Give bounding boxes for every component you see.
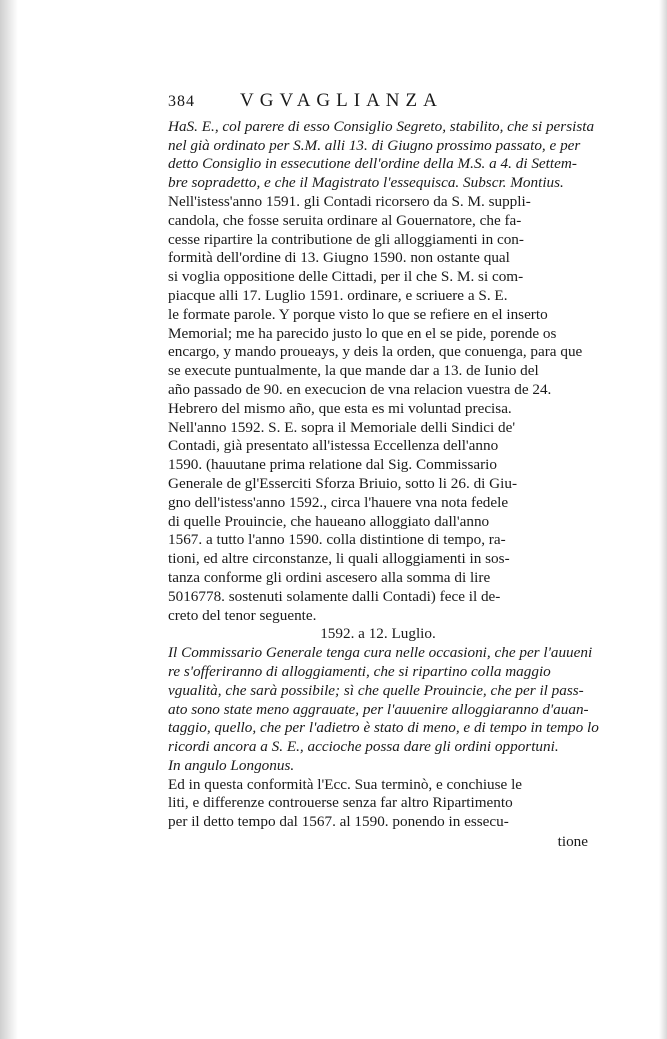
text-line: re s'offeriranno di alloggiamenti, che si ripartino colla maggio <box>168 662 551 680</box>
text-line: le formate parole. Y porque visto lo que se refiere en el inserto <box>168 305 548 323</box>
text-line: Contadi, già presentato all'istessa Eccellenza dell'anno <box>168 437 499 455</box>
text-line: cesse ripartire la contributione de gli alloggiamenti in con- <box>168 230 524 248</box>
text-line: 1567. a tutto l'anno 1590. colla distintione di tempo, ra- <box>168 531 506 549</box>
text-line: creto del tenor seguente. <box>168 606 317 624</box>
text-line: tioni, ed altre circonstanze, li quali alloggiamenti in sos- <box>168 550 510 568</box>
text-line: tanza conforme gli ordini ascesero alla somma di lire <box>168 568 491 586</box>
text-line: detto Consiglio in essecutione dell'ordine della M.S. a 4. di Settem- <box>168 155 577 173</box>
text-line: 1592. a 12. Luglio. <box>320 625 436 643</box>
body-text <box>168 117 599 832</box>
text-line: candola, che fosse seruita ordinare al Gouernatore, che fa- <box>168 211 522 229</box>
running-head <box>168 92 588 112</box>
decree-paragraph <box>168 644 599 776</box>
decree-paragraph <box>168 117 595 193</box>
text-line: gno dell'istess'anno 1592., circa l'hauere vna nota fedele <box>168 493 509 511</box>
text-line: formità dell'ordine di 13. Giugno 1590. non ostante qual <box>168 249 510 267</box>
text-line: si voglia oppositione delle Cittadi, per il che S. M. si com- <box>168 268 524 286</box>
text-line: per il detto tempo dal 1567. al 1590. ponendo in essecu- <box>168 813 509 831</box>
text-line: ricordi ancora a S. E., accioche possa dare gli ordini opportuni. <box>168 738 559 756</box>
text-line: 5016778. sostenuti solamente dalli Contadi) fece il de- <box>168 587 501 605</box>
text-line: bre sopradetto, e che il Magistrato l'essequisca. Subscr. Montius. <box>168 174 564 192</box>
text-line: Il Commissario Generale tenga cura nelle occasioni, che per l'auueni <box>168 644 593 662</box>
text-line: año passado de 90. en execucion de vna relacion vuestra de 24. <box>168 380 552 398</box>
text-line: Generale de gl'Esserciti Sforza Briuio, sotto li 26. di Giu- <box>168 474 518 492</box>
text-line: Nell'anno 1592. S. E. sopra il Memoriale delli Sindici de' <box>168 418 516 436</box>
text-line: Hebrero del mismo año, que esta es mi voluntad precisa. <box>168 399 512 417</box>
page-number: 384 <box>168 93 195 110</box>
text-line: liti, e differenze controuerse senza far altro Ripartimento <box>168 794 513 812</box>
text-line: nel già ordinato per S.M. alli 13. di Giugno prossimo passato, e per <box>168 136 581 154</box>
running-title: VGVAGLIANZA <box>240 90 443 111</box>
text-line: HaS. E., col parere di esso Consiglio Segreto, stabilito, che si persista <box>168 117 595 135</box>
text-paragraph <box>168 193 588 419</box>
text-line: encargo, y mando proueays, y deis la orden, que conuenga, para que <box>168 343 583 361</box>
text-line: taggio, quello, che per l'adietro è stato di meno, e di tempo in tempo lo <box>168 719 599 737</box>
text-line: vgualità, che sarà possibile; sì che quelle Prouincie, che per il pass- <box>168 681 584 699</box>
text-line: se execute puntualmente, la que mande dar a 13. de Iunio del <box>168 362 539 380</box>
text-line: Memorial; me ha parecido justo lo que en el se pide, porende os <box>168 324 557 342</box>
page-edge-shadow <box>0 0 18 1039</box>
page-edge-right <box>659 0 667 1039</box>
book-page <box>168 90 599 852</box>
text-line: di quelle Prouincie, che haueano alloggiato dall'anno <box>168 512 490 530</box>
text-line: 1590. (hauutane prima relatione dal Sig. Commissario <box>168 456 497 474</box>
text-line: Ed in questa conformità l'Ecc. Sua terminò, e conchiuse le <box>168 775 523 793</box>
text-line: Nell'istess'anno 1591. gli Contadi ricorsero da S. M. suppli- <box>168 192 531 210</box>
date-heading <box>168 625 588 644</box>
text-line: In angulo Longonus. <box>168 756 295 774</box>
text-line: piacque alli 17. Luglio 1591. ordinare, e scriuere a S. E. <box>168 286 508 304</box>
text-paragraph <box>168 776 588 832</box>
text-paragraph <box>168 419 588 626</box>
text-line: ato sono state meno aggrauate, per l'auuenire alloggiaranno d'auan- <box>168 700 589 718</box>
catchword: tione <box>557 833 588 851</box>
